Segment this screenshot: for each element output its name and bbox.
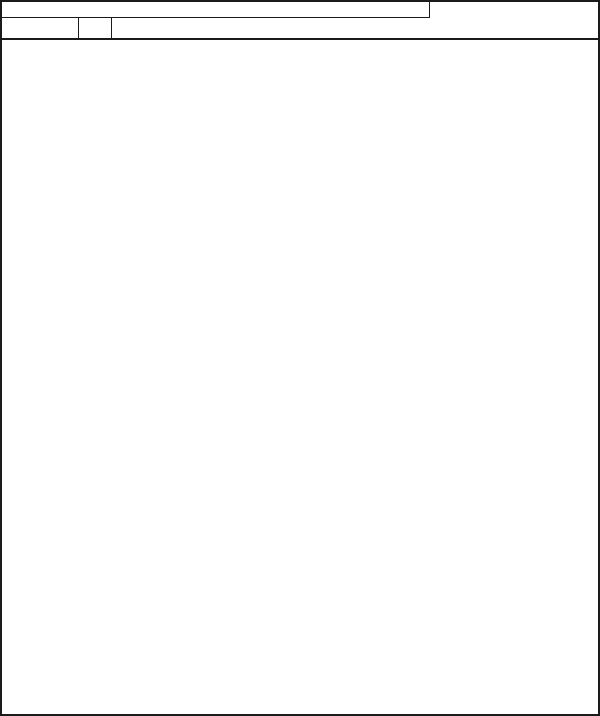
function-column-header [430, 2, 598, 38]
table-title [2, 2, 430, 18]
model-dn-box [79, 18, 112, 38]
model-prefix [2, 18, 79, 38]
table-header-rows [2, 2, 598, 40]
